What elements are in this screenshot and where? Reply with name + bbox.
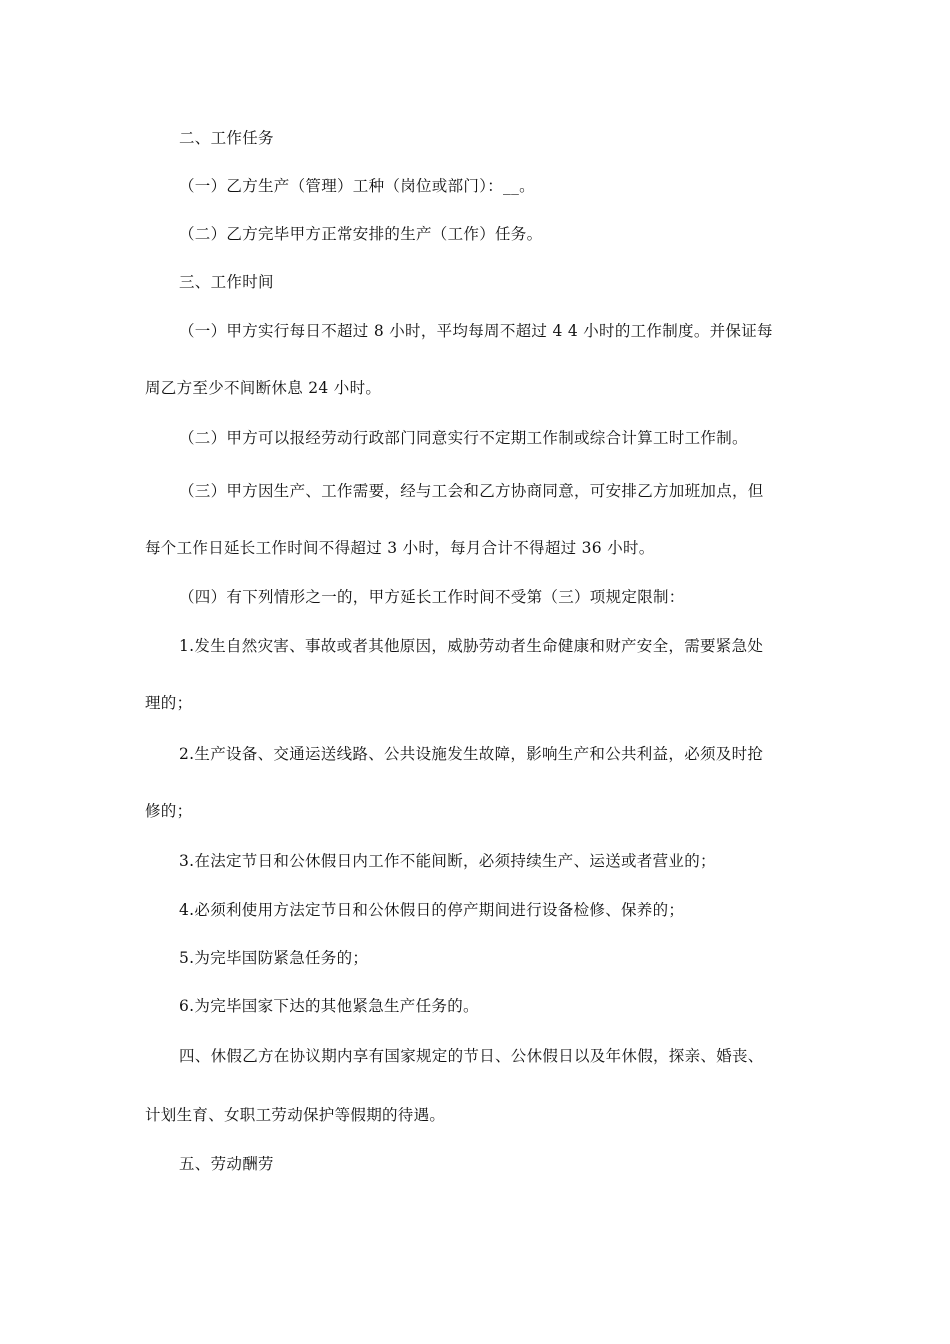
- section-heading-work-tasks: 二、工作任务: [179, 129, 274, 147]
- paragraph-line: （二）甲方可以报经劳动行政部门同意实行不定期工作制或综合计算工时工作制。: [179, 429, 748, 447]
- paragraph-line: 周乙方至少不间断休息 24 小时。: [145, 379, 382, 397]
- paragraph-line: （一）乙方生产（管理）工种（岗位或部门）：__。: [179, 177, 535, 195]
- paragraph-line: 每个工作日延长工作时间不得超过 3 小时，每月合计不得超过 36 小时。: [145, 539, 655, 557]
- paragraph-line: （四）有下列情形之一的，甲方延长工作时间不受第（三）项规定限制：: [179, 588, 685, 606]
- paragraph-line: （二）乙方完毕甲方正常安排的生产（工作）任务。: [179, 225, 543, 243]
- section-heading-leave: 四、休假乙方在协议期内享有国家规定的节日、公休假日以及年休假，探亲、婚丧、: [179, 1047, 764, 1065]
- paragraph-line: （三）甲方因生产、工作需要，经与工会和乙方协商同意，可安排乙方加班加点，但: [179, 482, 764, 500]
- paragraph-line: （一）甲方实行每日不超过 8 小时，平均每周不超过 4 4 小时的工作制度。并保证每: [179, 322, 773, 340]
- list-item-continuation: 理的；: [145, 694, 193, 712]
- list-item: 6.为完毕国家下达的其他紧急生产任务的。: [179, 997, 479, 1015]
- paragraph-line: 计划生育、女职工劳动保护等假期的待遇。: [145, 1106, 446, 1124]
- list-item: 5.为完毕国防紧急任务的；: [179, 949, 369, 967]
- list-item: 4.必须利使用方法定节日和公休假日的停产期间进行设备检修、保养的；: [179, 901, 685, 919]
- section-heading-remuneration: 五、劳动酬劳: [179, 1155, 274, 1173]
- list-item: 2.生产设备、交通运送线路、公共设施发生故障，影响生产和公共利益，必须及时抢: [179, 745, 764, 763]
- list-item: 1.发生自然灾害、事故或者其他原因，威胁劳动者生命健康和财产安全，需要紧急处: [179, 637, 764, 655]
- section-heading-work-hours: 三、工作时间: [179, 273, 274, 291]
- list-item: 3.在法定节日和公休假日内工作不能间断，必须持续生产、运送或者营业的；: [179, 852, 716, 870]
- list-item-continuation: 修的；: [145, 802, 193, 820]
